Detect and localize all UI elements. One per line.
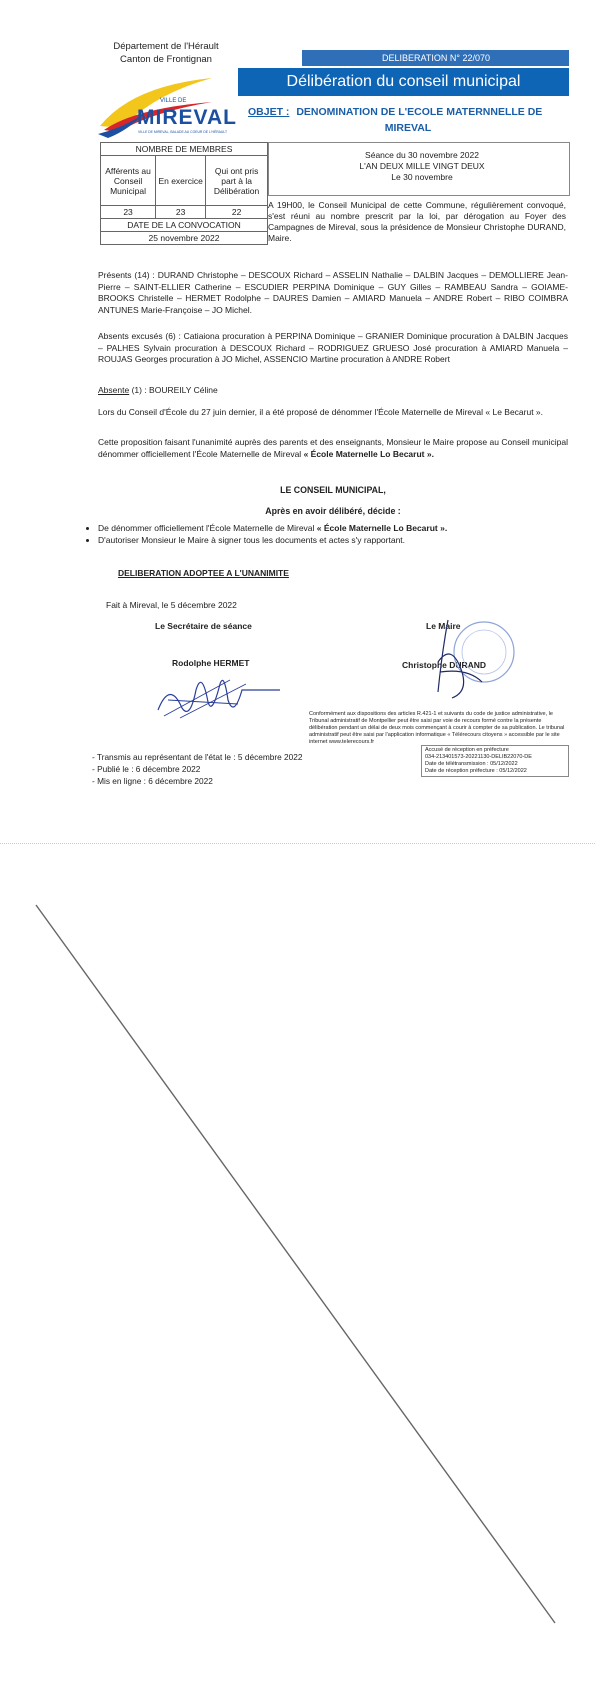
decision-item-1 bbox=[98, 522, 584, 534]
decision-item-2: • D'autoriser Monsieur le Maire à signer tous les documents et actes s'y rapportant. bbox=[98, 534, 584, 546]
convocation-date: 25 novembre 2022 bbox=[101, 232, 268, 245]
decision-list bbox=[82, 522, 584, 546]
proposal-paragraph: Lors du Conseil d'École du 27 juin dernier, il a été proposé de dénommer l'École Maternelle de Mireval « Le Becarut ». bbox=[98, 407, 544, 417]
value-afferents: 23 bbox=[101, 206, 156, 219]
col-pris-part: Qui ont pris part à la Délibération bbox=[206, 156, 268, 206]
en-ligne-line: - Mis en ligne : 6 décembre 2022 bbox=[92, 776, 213, 786]
publie-line: - Publié le : 6 décembre 2022 bbox=[92, 764, 201, 774]
receipt-line-4: Date de réception préfecture : 05/12/2022 bbox=[425, 768, 527, 774]
receipt-line-3: Date de télétransmission : 05/12/2022 bbox=[425, 761, 518, 767]
conseil-heading: LE CONSEIL MUNICIPAL, bbox=[280, 485, 386, 495]
page-title: Délibération du conseil municipal bbox=[238, 68, 569, 96]
transmis-line: - Transmis au représentant de l'état le : 5 décembre 2022 bbox=[92, 752, 303, 762]
secretaire-signature bbox=[150, 660, 290, 724]
secretaire-name: Rodolphe HERMET bbox=[172, 658, 250, 668]
maire-name: Christophe DURAND bbox=[402, 660, 487, 670]
decision-1-text: De dénommer officiellement l'École Maternelle de Mireval bbox=[98, 523, 317, 533]
canton-text: Canton de Frontignan bbox=[120, 54, 212, 65]
absente-line bbox=[98, 385, 568, 397]
seance-line-1: Séance du 30 novembre 2022 bbox=[365, 150, 479, 160]
excuses-paragraph: Absents excusés (6) : Catiaiona procuration à PERPINA Dominique – GRANIER Dominique procuration à DALBIN Jacques – PALHES Sylvain procuration à DESCOUX Richard – RODRIGUEZ GRUESO José procuration à AMIARD Manuela – ROUJAS Georges procuration à JO Michel, ASSENCIO Martine procuration à ANDRE Robert bbox=[98, 331, 568, 364]
blank-page-strike-line bbox=[0, 845, 595, 1684]
transmission-info bbox=[92, 751, 303, 787]
departement-text: Département de l'Hérault bbox=[113, 41, 219, 52]
legal-notice: Conformément aux dispositions des articles R.421-1 et suivants du code de justice administrative, le Tribunal administratif de Montpellier peut être saisi par voie de recours formé contre la présente délibération pendant un délai de deux mois commençant à courir à compter de sa publication. Le tribunal administratif peut être saisi par l'application informatique « Télérecours citoyens » accessible par le site internet www.telerecours.fr bbox=[309, 711, 565, 745]
receipt-line-2: 034-213401573-20221130-DELIB22070-DE bbox=[425, 754, 532, 760]
absente-label: Absente bbox=[98, 385, 130, 395]
mireval-logo bbox=[92, 68, 242, 140]
maire-label: Le Maire bbox=[426, 621, 461, 631]
value-pris-part: 22 bbox=[206, 206, 268, 219]
objet-text-2: MIREVAL bbox=[384, 122, 432, 134]
logo-name: MIREVAL bbox=[137, 106, 237, 129]
objet bbox=[248, 104, 568, 136]
col-afferents: Afférents au Conseil Municipal bbox=[101, 156, 156, 206]
unanimity-paragraph bbox=[98, 437, 568, 460]
value-en-exercice: 23 bbox=[156, 206, 206, 219]
decision-1-school-name: « École Maternelle Lo Becarut ». bbox=[316, 523, 448, 533]
members-header: NOMBRE DE MEMBRES bbox=[101, 143, 268, 156]
absente-text: (1) : BOUREILY Céline bbox=[129, 385, 218, 395]
objet-text-1: DENOMINATION DE L'ECOLE MATERNNELLE DE bbox=[296, 106, 543, 118]
receipt-line-1: Accusé de réception en préfecture bbox=[425, 747, 509, 753]
unanimity-text: Cette proposition faisant l'unanimité auprès des parents et des enseignants, Monsieur le Maire propose au Conseil municipal dénommer officiellement l'École Maternelle de Mireval bbox=[98, 437, 568, 459]
members-table bbox=[100, 142, 268, 245]
unanimity-school-name: « École Maternelle Lo Becarut ». bbox=[303, 448, 434, 459]
seance-paragraph: A 19H00, le Conseil Municipal de cette Commune, régulièrement convoqué, s'est réuni au nombre prescrit par la loi, par dérogation au Foyer des Campagnes de Mireval, sous la présidence de Monsieur Christophe DURAND, Maire. bbox=[268, 200, 566, 243]
seance-line-2: L'AN DEUX MILLE VINGT DEUX bbox=[359, 161, 485, 171]
seance-line-3: Le 30 novembre bbox=[391, 172, 453, 182]
fait-a: Fait à Mireval, le 5 décembre 2022 bbox=[106, 600, 237, 610]
secretaire-label: Le Secrétaire de séance bbox=[155, 621, 252, 631]
col-en-exercice: En exercice bbox=[156, 156, 206, 206]
logo-ville-de: VILLE DE bbox=[160, 98, 187, 104]
logo-tagline: VILLE DE MIREVAL, BALADE AU COEUR DE L'HÉRAULT bbox=[138, 130, 228, 134]
deliberation-number: DELIBERATION N° 22/070 bbox=[302, 50, 569, 66]
maire-signature-and-seal bbox=[418, 612, 528, 702]
page-divider bbox=[0, 843, 595, 844]
objet-label: OBJET : bbox=[248, 106, 290, 118]
adoption-status: DELIBERATION ADOPTEE A L'UNANIMITE bbox=[118, 568, 289, 578]
seance-info bbox=[272, 150, 572, 183]
convocation-label: DATE DE LA CONVOCATION bbox=[101, 219, 268, 232]
department-header bbox=[96, 40, 236, 66]
mairie-seal-icon bbox=[454, 622, 514, 682]
apres-heading: Après en avoir délibéré, décide : bbox=[265, 506, 401, 516]
prefecture-receipt bbox=[421, 745, 569, 777]
presents-paragraph: Présents (14) : DURAND Christophe – DESCOUX Richard – ASSELIN Nathalie – DALBIN Jacques – DEMOLLIERE Jean-Pierre – SAINT-ELLIER Catherine – ESCUDIER PERPINA Dominique – GUY Gilles – RAMBEAU Sandra – GOIAME-BROOKS Christelle – HERMET Rodolphe – DAURES Damien – AMIARD Manuela – ANDRE Robert – RIBO COIMBRA ANTUNES Marie-Françoise – JO Michel. bbox=[98, 270, 568, 315]
